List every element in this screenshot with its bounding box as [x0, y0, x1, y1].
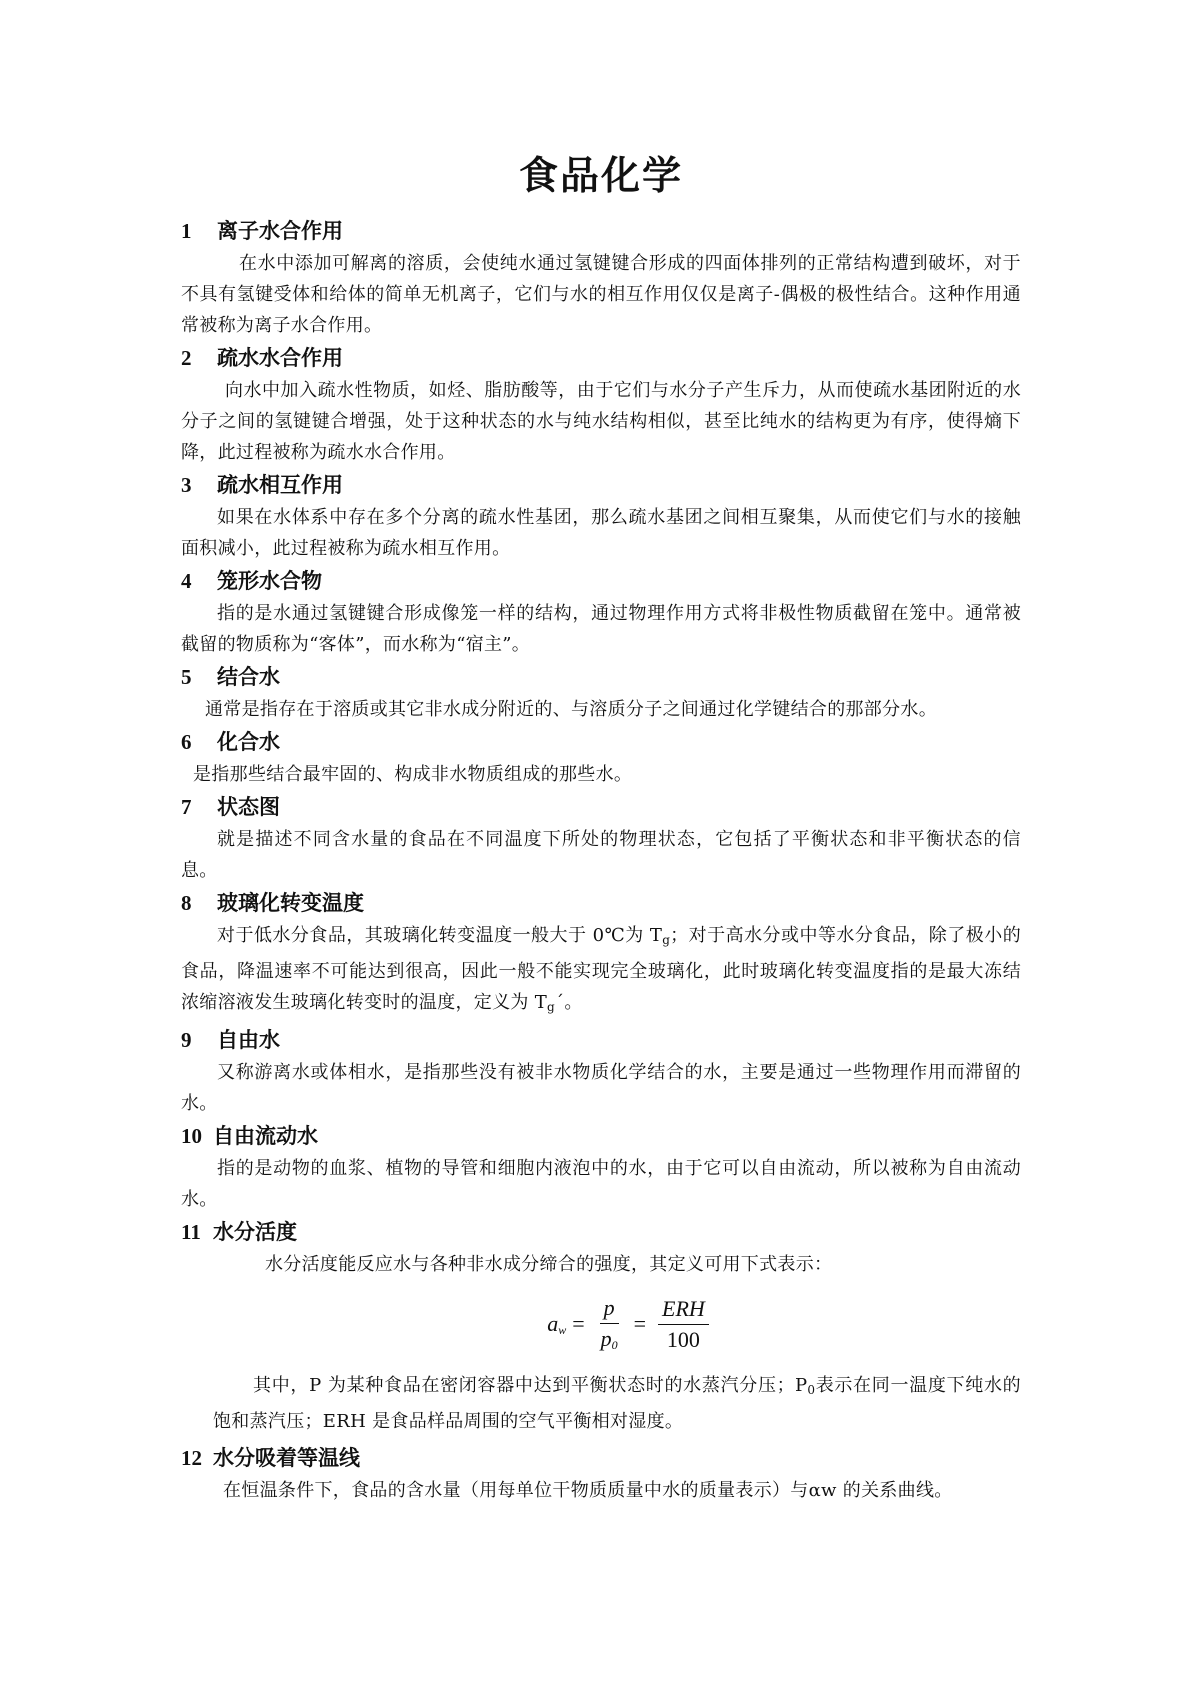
erh-fraction	[658, 1296, 709, 1353]
section-title: 笼形水合物	[217, 569, 322, 593]
body-text: 对于低水分食品，其玻璃化转变温度一般大于 0℃为 T	[217, 925, 663, 946]
section-body: 在水中添加可解离的溶质，会使纯水通过氢键键合形成的四面体排列的正常结构遭到破坏，对于不具有氢键受体和给体的简单无机离子，它们与水的相互作用仅仅是离子-偶极的极性结合。这种作用通常被称为离子水合作用。	[181, 253, 1021, 336]
section-heading	[181, 1119, 1021, 1153]
equals-sign: =	[572, 1311, 585, 1336]
section-1	[181, 214, 1021, 341]
section-title: 水分活度	[213, 1220, 297, 1244]
section-heading	[181, 886, 1021, 920]
section-number: 4	[181, 569, 192, 593]
section-title: 结合水	[217, 665, 280, 689]
section-title: 玻璃化转变温度	[217, 891, 364, 915]
section-number: 2	[181, 346, 192, 370]
water-activity-formula	[241, 1288, 1021, 1360]
section-body: 向水中加入疏水性物质，如烃、脂肪酸等，由于它们与水分子产生斥力，从而使疏水基团附近的水分子之间的氢键键合增强，处于这种状态的水与纯水结构相似，甚至比纯水的结构更为有序，使得熵下降，此过程被称为疏水水合作用。	[181, 380, 1021, 463]
section-body: 指的是水通过氢键键合形成像笼一样的结构，通过物理作用方式将非极性物质截留在笼中。通常被截留的物质称为“客体”，而水称为“宿主”。	[181, 603, 1021, 655]
section-number: 1	[181, 219, 192, 243]
document-title: 食品化学	[518, 154, 683, 199]
section-11	[181, 1215, 1021, 1437]
section-number: 8	[181, 891, 192, 915]
section-12	[181, 1441, 1021, 1506]
body-text: ´。	[555, 992, 583, 1013]
section-body: 指的是动物的血浆、植物的导管和细胞内液泡中的水，由于它可以自由流动，所以被称为自由流动水。	[181, 1158, 1021, 1210]
formula-lhs: $a_w$	[547, 1310, 567, 1337]
section-number: 3	[181, 473, 192, 497]
section-number: 5	[181, 665, 192, 689]
section-title: 化合水	[217, 730, 280, 754]
section-body: 就是描述不同含水量的食品在不同温度下所处的物理状态，它包括了平衡状态和非平衡状态的信息。	[181, 829, 1021, 881]
section-4	[181, 564, 1021, 660]
section-body: 是指那些结合最牢固的、构成非水物质组成的那些水。	[193, 764, 633, 785]
section-title: 自由流动水	[213, 1124, 318, 1148]
body-text: ；对于高水分或中等水分食品，除了极小的食品，降温速率不可能达到很高，因此一般不能实现完全玻璃化，此时玻璃化转变温度指的是最大冻结浓缩溶液发生玻璃化转变时的温度，定义为 T	[181, 925, 1021, 1013]
section-body: 水分活度能反应水与各种非水成分缔合的强度，其定义可用下式表示：	[265, 1254, 833, 1275]
section-body: 又称游离水或体相水，是指那些没有被非水物质化学结合的水，主要是通过一些物理作用而滞留的水。	[181, 1062, 1021, 1114]
section-number: 9	[181, 1028, 192, 1052]
body-text: 表示在同一温度下纯水的饱和蒸汽压；ERH 是食品样品周围的空气平衡相对湿度。	[213, 1375, 1021, 1432]
fraction-numerator: p	[600, 1295, 619, 1324]
document-page	[181, 150, 1021, 1506]
section-heading	[181, 1215, 1021, 1249]
section-body: 在恒温条件下，食品的含水量（用每单位干物质质量中水的质量表示）与αw 的关系曲线。	[223, 1480, 953, 1501]
section-title: 离子水合作用	[217, 219, 343, 243]
fraction-denominator: $p_0$	[600, 1326, 618, 1352]
section-9	[181, 1023, 1021, 1119]
section-body: 如果在水体系中存在多个分离的疏水性基团，那么疏水基团之间相互聚集，从而使它们与水的接触面积减小，此过程被称为疏水相互作用。	[181, 507, 1021, 559]
section-heading	[181, 725, 1021, 759]
section-number: 12	[181, 1446, 202, 1470]
section-heading	[181, 790, 1021, 824]
subscript: g	[547, 1000, 556, 1014]
section-title: 自由水	[217, 1028, 280, 1052]
section-body: 通常是指存在于溶质或其它非水成分附近的、与溶质分子之间通过化学键结合的那部分水。	[205, 699, 937, 720]
body-text: 其中，P 为某种食品在密闭容器中达到平衡状态时的水蒸汽分压；P	[253, 1375, 808, 1396]
section-number: 6	[181, 730, 192, 754]
subscript: 0	[807, 1383, 816, 1397]
section-number: 10	[181, 1124, 202, 1148]
pressure-ratio-fraction	[597, 1295, 622, 1353]
section-heading	[181, 1441, 1021, 1475]
fraction-denominator: 100	[666, 1326, 700, 1352]
section-title: 疏水水合作用	[217, 346, 343, 370]
subscript: g	[662, 933, 671, 947]
section-title: 疏水相互作用	[217, 473, 343, 497]
formula-note	[181, 1370, 1021, 1437]
section-7	[181, 790, 1021, 886]
section-3	[181, 468, 1021, 564]
section-number: 11	[181, 1220, 201, 1244]
section-8	[181, 886, 1021, 1023]
section-heading	[181, 214, 1021, 248]
section-number: 7	[181, 795, 192, 819]
equals-sign: =	[633, 1311, 647, 1336]
section-heading	[181, 1023, 1021, 1057]
section-6	[181, 725, 1021, 790]
section-title: 状态图	[217, 795, 280, 819]
section-heading	[181, 564, 1021, 598]
section-heading	[181, 660, 1021, 694]
section-10	[181, 1119, 1021, 1215]
section-5	[181, 660, 1021, 725]
fraction-numerator: ERH	[658, 1296, 709, 1325]
section-heading	[181, 468, 1021, 502]
section-title: 水分吸着等温线	[213, 1446, 360, 1470]
section-body	[181, 920, 1021, 1023]
section-2	[181, 341, 1021, 468]
section-heading	[181, 341, 1021, 375]
